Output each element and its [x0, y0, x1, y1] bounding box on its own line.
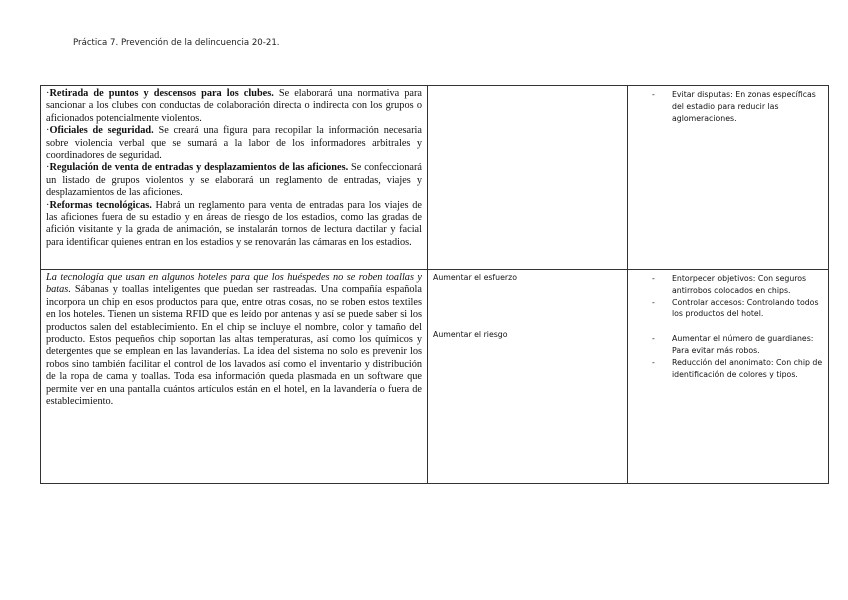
table-row	[41, 86, 829, 270]
measure-paragraph: ·Reformas tecnológicas. Habrá un reglamento para venta de entradas para los viajes de las aficiones fuera de su estadio y en áreas de riesgo de los estadios, como las gradas de afición visitante y la grada de animación, se instalarán tornos de lectura dactilar y facial para identificar quienes entran en los estadios y se renovarán las cámaras en los estadios.	[46, 199, 422, 248]
category-cell	[428, 270, 628, 484]
measure-paragraph: ·Oficiales de seguridad. Se creará una figura para recopilar la información necesaria sobre violencia verbal que se sumará a la labor de los informadores arbitrales y coordinadores de seguridad.	[46, 125, 422, 162]
case-cell	[41, 270, 428, 484]
list-item: - Evitar disputas: En zonas específicas del estadio para reducir las aglomeraciones.	[652, 90, 816, 123]
risk-label: Aumentar el riesgo	[433, 329, 508, 339]
case-paragraph: La tecnología que usan en algunos hoteles para que los huéspedes no se roben toallas y batas. Sábanas y toallas inteligentes que puedan ser rastreadas. Una compañía española incorpora un chip en esos productos para que, entre otras cosas, no se roben estos textiles en los hoteles. Tienen un sistema RFID que es leído por antenas y así se puede saber si los productos salen del establecimiento. En el chip se incluye el nombre, color y tamaño del producto. Estos pequeños chip soportan las altas temperaturas, así como los químicos y detergentes que se emplean en las lavanderías. La idea del sistema no solo es prevenir los robos sino también facilitar el control de los lavados así como el inventario y distribución de la ropa de cama y toallas. Toda esa información queda plasmada en un software que permite ver en una pantalla cuántos artículos están en el hotel, en la lavandería o fuera de establecimiento.	[46, 272, 422, 408]
list-item: - Aumentar el número de guardianes: Para evitar más robos.	[652, 334, 814, 355]
practice-table	[40, 85, 829, 484]
page-header: Práctica 7. Prevención de la delincuencia 20-21.	[73, 38, 280, 48]
table-row	[41, 270, 829, 484]
technique-cell	[628, 270, 829, 484]
list-item: - Reducción del anonimato: Con chip de identificación de colores y tipos.	[652, 357, 823, 379]
list-item: - Entorpecer objetivos: Con seguros antirrobos colocados en chips.	[652, 274, 807, 295]
measure-paragraph: ·Regulación de venta de entradas y desplazamientos de las aficiones. Se confeccionará un listado de grupos violentos y se elaborará un reglamento de entradas, viajes y desplazamientos de las aficiones.	[46, 162, 422, 199]
measures-cell	[41, 86, 428, 270]
technique-list	[633, 89, 823, 124]
technique-cell	[628, 86, 829, 270]
category-cell	[428, 86, 628, 270]
measure-paragraph: ·Retirada de puntos y descensos para los clubes. Se elaborará una normativa para sancionar a los clubes con conductas de colaboración directa o indirecta con los grupos o aficionados potencialmente violentos.	[46, 88, 422, 124]
technique-list	[633, 333, 823, 380]
effort-label: Aumentar el esfuerzo	[433, 273, 517, 282]
list-item: - Controlar accesos: Controlando todos los productos del hotel.	[652, 297, 819, 319]
technique-list	[633, 273, 823, 320]
